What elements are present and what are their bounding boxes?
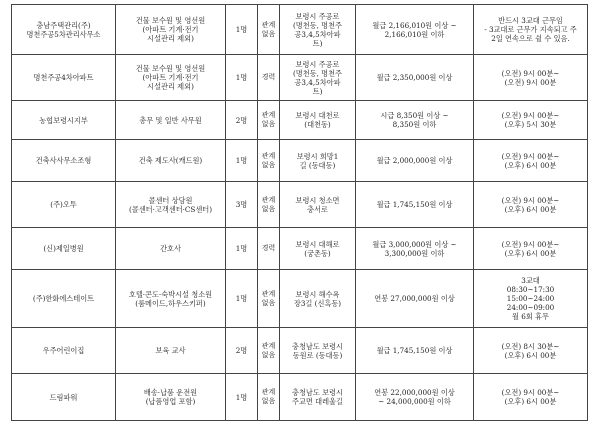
career-cell: 관계 없음 (258, 140, 280, 182)
career-cell: 경력 (258, 55, 280, 101)
duty-cell: 건축 제도사(캐드원) (116, 140, 226, 182)
headcount-cell: 2명 (226, 101, 258, 140)
hours-cell: (오전) 9시 00분~ (오후) 6시 00분 (474, 140, 588, 182)
company-cell: 충남주택관리(주) 명천주공5차관리사무소 (12, 5, 116, 55)
duty-cell: 건물 보수원 및 영선원 (아파트 기계·전기 시설관리 제외) (116, 5, 226, 55)
company-cell: (주)오투 (12, 182, 116, 228)
career-cell: 관계 없음 (258, 5, 280, 55)
hours-cell: (오전) 9시 00분~ (오후) 6시 00분 (474, 374, 588, 421)
company-cell: (주)한화에스테이트 (12, 270, 116, 328)
hours-cell: 반드시 3교대 근무임 - 3교대로 근무가 지속되고 주 2일 연속으로 쉴 수 있음. (474, 5, 588, 55)
table-row (12, 140, 588, 182)
career-cell: 경력 (258, 228, 280, 270)
location-cell: 보령시 주공로 (명천동, 명천주 공3,4,5차아파 트) (280, 5, 356, 55)
company-cell: 건축사사무소조형 (12, 140, 116, 182)
pay-cell: 월급 3,000,000원 이상 ~ 3,300,000원 이하 (356, 228, 474, 270)
duty-cell: 배송·납품 운전원 (납품영업 포함) (116, 374, 226, 421)
table-row (12, 5, 588, 55)
career-cell: 관계 없음 (258, 101, 280, 140)
headcount-cell: 2명 (226, 328, 258, 374)
career-cell: 관계 없음 (258, 328, 280, 374)
career-cell: 관계 없음 (258, 270, 280, 328)
career-cell: 관계 없음 (258, 182, 280, 228)
headcount-cell: 1명 (226, 270, 258, 328)
headcount-cell: 1명 (226, 374, 258, 421)
headcount-cell: 1명 (226, 55, 258, 101)
company-cell: (신)제일병원 (12, 228, 116, 270)
pay-cell: 시급 8,350원 이상 ~ 8,350원 이하 (356, 101, 474, 140)
pay-cell: 월급 2,350,000원 이상 (356, 55, 474, 101)
location-cell: 충청남도 보령시 동원로 (동대동) (280, 328, 356, 374)
table-row (12, 55, 588, 101)
company-cell: 농협보령시지부 (12, 101, 116, 140)
company-cell: 드림파워 (12, 374, 116, 421)
location-cell: 보령시 희망1 길 (동대동) (280, 140, 356, 182)
location-cell: 보령시 해수욕 장3길 (신흑동) (280, 270, 356, 328)
table-row (12, 228, 588, 270)
location-cell: 보령시 주공로 (명천동, 명천주 공3,4,5차아파 트) (280, 55, 356, 101)
headcount-cell: 1명 (226, 5, 258, 55)
job-listings-table (11, 4, 588, 421)
pay-cell: 연봉 27,000,000원 이상 (356, 270, 474, 328)
hours-cell: (오전) 9시 00분~ (오후) 5시 30분 (474, 101, 588, 140)
table-row (12, 328, 588, 374)
table-row (12, 270, 588, 328)
headcount-cell: 1명 (226, 140, 258, 182)
table-row (12, 101, 588, 140)
career-cell: 관계 없음 (258, 374, 280, 421)
table-row (12, 374, 588, 421)
duty-cell: 콜센터 상담원 (콜센터·고객센터·CS센터) (116, 182, 226, 228)
pay-cell: 월급 2,166,010원 이상 ~ 2,166,010원 이하 (356, 5, 474, 55)
headcount-cell: 1명 (226, 228, 258, 270)
location-cell: 보령시 대해로 (궁촌동) (280, 228, 356, 270)
hours-cell: (오전) 9시 00분~ (오후) 6시 00분 (474, 182, 588, 228)
pay-cell: 월급 1,745,150원 이상 (356, 182, 474, 228)
pay-cell: 월급 1,745,150원 이상 (356, 328, 474, 374)
hours-cell: (오전) 9시 00분~ (오후) 6시 00분 (474, 228, 588, 270)
table-row (12, 182, 588, 228)
pay-cell: 연봉 22,000,000원 이상 ~ 24,000,000원 이하 (356, 374, 474, 421)
duty-cell: 보육 교사 (116, 328, 226, 374)
company-cell: 우주어린이집 (12, 328, 116, 374)
location-cell: 충청남도 보령시 주교면 대레울길 (280, 374, 356, 421)
hours-cell: (오전) 9시 00분~ (오전) 9시 00분 (474, 55, 588, 101)
hours-cell: 3교대 08:30~17:30 15:00~24:00 24:00~09:00 월 6회 휴무 (474, 270, 588, 328)
location-cell: 보령시 대천로 (대천동) (280, 101, 356, 140)
hours-cell: (오전) 8시 30분~ (오후) 6시 00분 (474, 328, 588, 374)
company-cell: 명천주공4차아파트 (12, 55, 116, 101)
job-rows (12, 5, 588, 421)
duty-cell: 총무 및 일반 사무원 (116, 101, 226, 140)
headcount-cell: 3명 (226, 182, 258, 228)
pay-cell: 월급 2,000,000원 이상 (356, 140, 474, 182)
duty-cell: 간호사 (116, 228, 226, 270)
duty-cell: 호텔·콘도·숙박시설 청소원 (룸메이드,하우스키퍼) (116, 270, 226, 328)
location-cell: 보령시 청소면 충서로 (280, 182, 356, 228)
duty-cell: 건물 보수원 및 영선원 (아파트 기계·전기 시설관리 제외) (116, 55, 226, 101)
